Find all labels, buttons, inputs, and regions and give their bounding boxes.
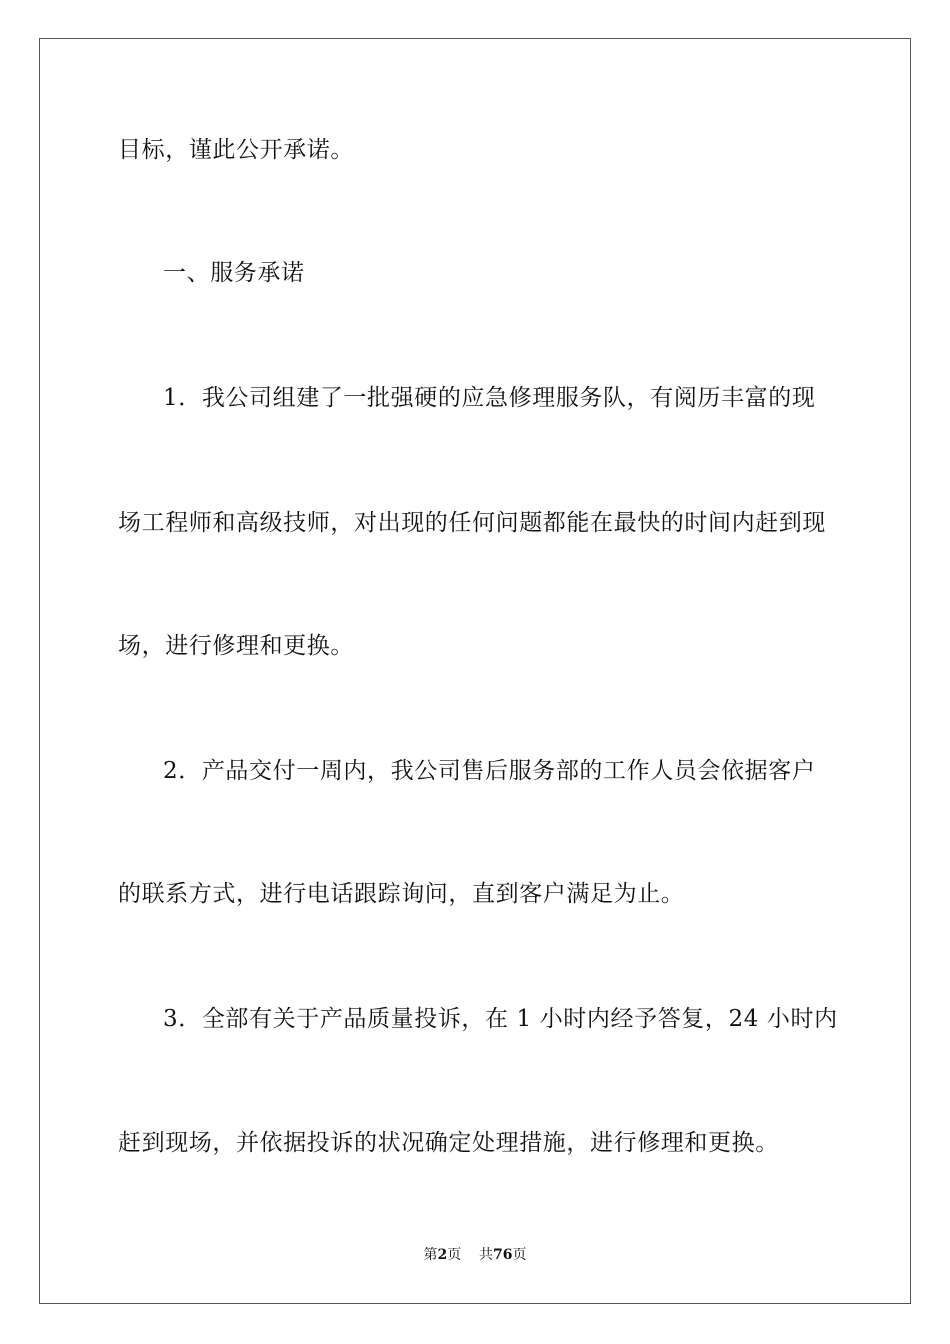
paragraph-line: 目标，谨此公开承诺。 xyxy=(118,137,354,163)
paragraph-line: 2．产品交付一周内，我公司售后服务部的工作人员会依据客户 xyxy=(163,758,816,784)
paragraph-line: 3．全部有关于产品质量投诉，在 1 小时内经予答复，24 小时内 xyxy=(163,1006,838,1032)
paragraph-line: 赶到现场，并依据投诉的状况确定处理措施，进行修理和更换。 xyxy=(118,1130,779,1156)
paragraph-line: 场，进行修理和更换。 xyxy=(118,633,354,659)
paragraph-line: 1．我公司组建了一批强硬的应急修理服务队，有阅历丰富的现 xyxy=(163,385,816,411)
page-prefix: 第 xyxy=(423,1247,438,1263)
page-footer xyxy=(0,1246,950,1264)
total-prefix: 共 xyxy=(479,1247,494,1263)
page-border xyxy=(39,38,911,1304)
paragraph-line: 的联系方式，进行电话跟踪询问，直到客户满足为止。 xyxy=(118,881,685,907)
paragraph-line: 场工程师和高级技师，对出现的任何问题都能在最快的时间内赶到现 xyxy=(118,510,826,536)
total-suffix: 页 xyxy=(512,1247,527,1263)
total-pages: 76 xyxy=(493,1247,513,1263)
section-heading: 一、服务承诺 xyxy=(163,260,305,286)
page-number: 2 xyxy=(437,1247,448,1263)
page-suffix: 页 xyxy=(447,1247,462,1263)
